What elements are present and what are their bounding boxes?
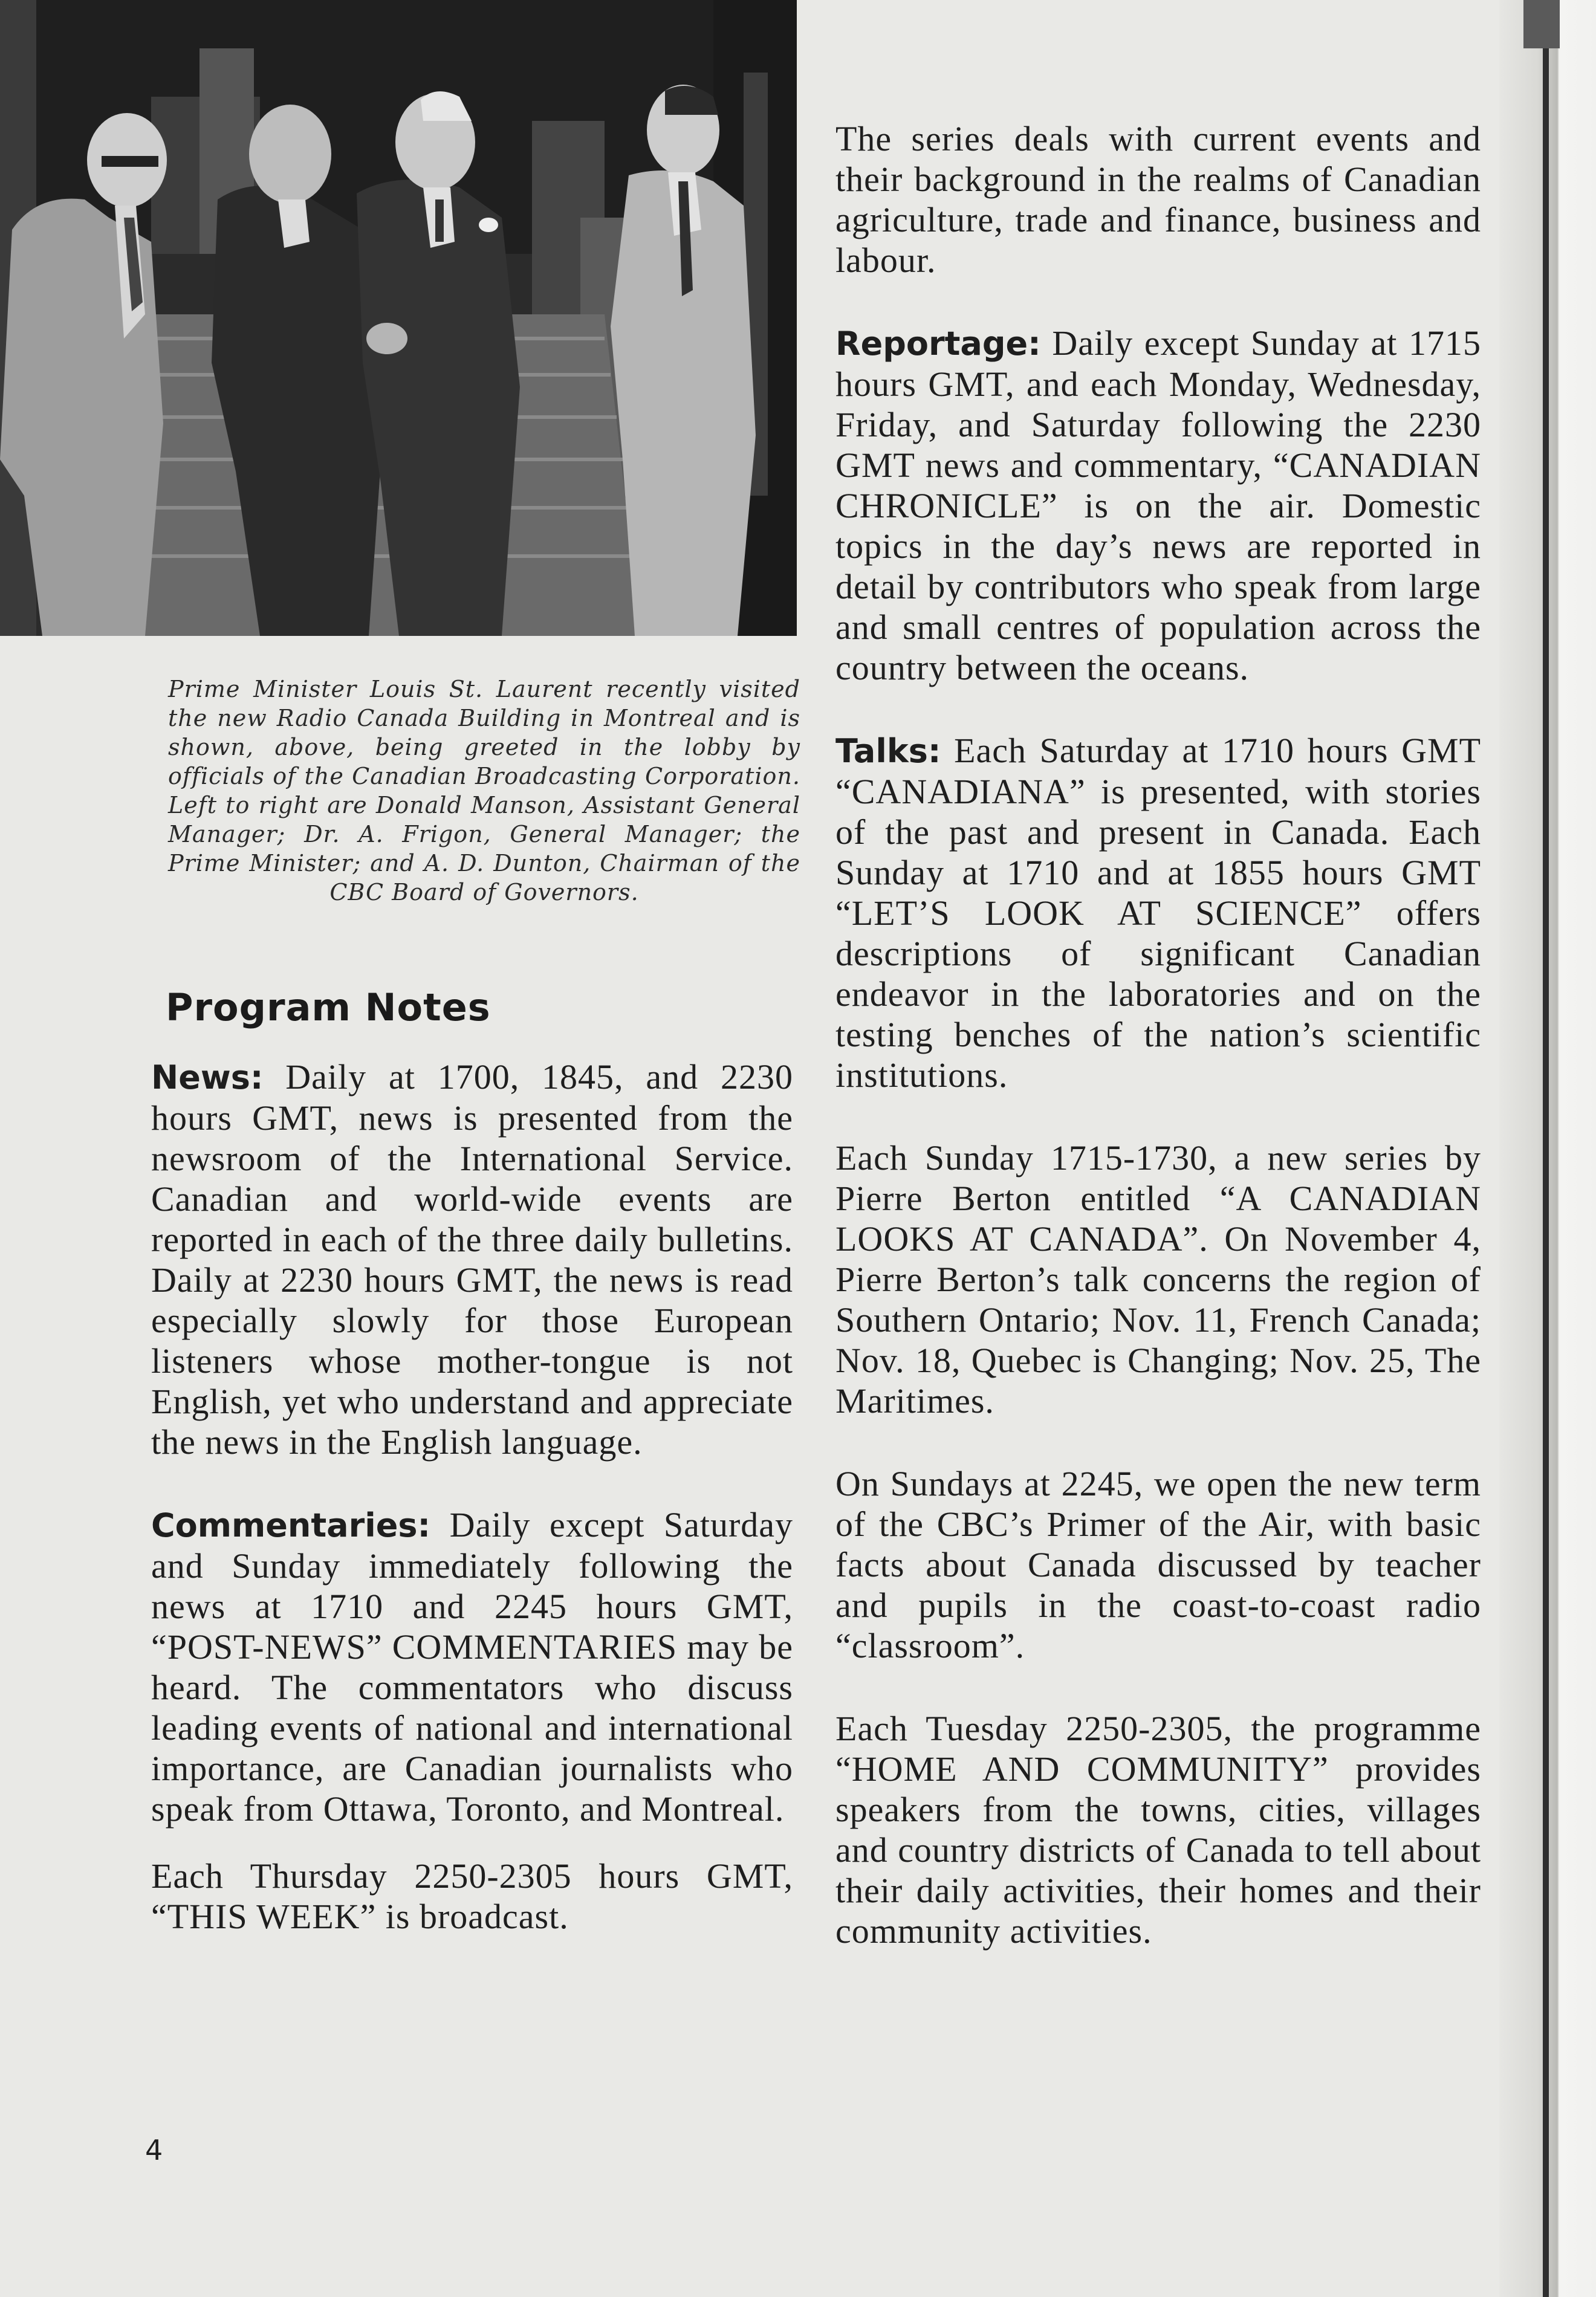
news-paragraph: [151, 1057, 793, 1462]
section-heading: Program Notes: [166, 985, 491, 1029]
photo-caption: Prime Minister Louis St. Laurent recently visited the new Radio Canada Building in Montreal and is shown, above, being greeted in the lobby by officials of the Canadian Broadcasting Corporation. Left to right are Donald Manson, Assistant General Manager; Dr. A. Frigon, General Manager; the Prime Minister; and A. D. Dunton, Chairman of the CBC Board of Governors.: [168, 676, 800, 906]
home-paragraph: Each Tuesday 2250-2305, the programme “HOME AND COMMUNITY” provides speakers from the towns, cities, villages and country districts of Canada to tell about their daily activities, their homes and their community activities.: [835, 1709, 1481, 1951]
reportage-lead: Reportage:: [835, 325, 1041, 363]
photo-of-four-men-greeting: [0, 0, 797, 636]
photo-illustration: [0, 0, 797, 636]
page-number: 4: [145, 2134, 163, 2166]
page-edge-binding: [1543, 0, 1549, 2297]
talks-paragraph: [835, 730, 1481, 1095]
news-text: Daily at 1700, 1845, and 2230 hours GMT, news is presented from the newsroom of the International Service. Canadian and world-wide events are reported in each of the three daily bulletins. Daily at 2230 hours GMT, the news is read especially slowly for those European listeners whose mother-tongue is not English, yet who understand and appreciate the news in the English language.: [151, 1057, 793, 1462]
news-lead: News:: [151, 1058, 264, 1097]
commentaries-text: Daily except Saturday and Sunday immediately following the news at 1710 and 2245 hours GMT, “POST-NEWS” COMMENTARIES may be heard. The commentators who discuss leading events of national and international importance, are Canadian journalists who speak from Ottawa, Toronto, and Montreal.: [151, 1505, 793, 1829]
primer-paragraph: On Sundays at 2245, we open the new term of the CBC’s Primer of the Air, with basic facts about Canada discussed by teacher and pupils in the coast-to-coast radio “classroom”.: [835, 1464, 1481, 1665]
right-column: [835, 118, 1481, 1951]
this-week-paragraph: Each Thursday 2250-2305 hours GMT, “THIS WEEK” is broadcast.: [151, 1856, 793, 1936]
talks-lead: Talks:: [835, 732, 941, 770]
page-edge-corner: [1523, 0, 1560, 48]
commentaries-lead: Commentaries:: [151, 1506, 431, 1544]
talks-text: Each Saturday at 1710 hours GMT “CANADIANA” is presented, with stories of the past and present in Canada. Each Sunday at 1710 and at 1855 hours GMT “LET’S LOOK AT SCIENCE” offers descriptions of significant Canadian endeavor in the laboratories and on the testing benches of the nation’s scientific institutions.: [835, 731, 1481, 1095]
left-column: [151, 1057, 793, 1937]
reportage-paragraph: [835, 323, 1481, 688]
commentaries-paragraph: [151, 1505, 793, 1829]
berton-paragraph: Each Sunday 1715-1730, a new series by Pierre Berton entitled “A CANADIAN LOOKS AT CANADA”. On November 4, Pierre Berton’s talk concerns the region of Southern Ontario; Nov. 11, French Canada; Nov. 18, Quebec is Changing; Nov. 25, The Maritimes.: [835, 1138, 1481, 1421]
reportage-text: Daily except Sunday at 1715 hours GMT, and each Monday, Wednesday, Friday, and Saturday following the 2230 GMT news and commentary, “CANADIAN CHRONICLE” is on the air. Domestic topics in the day’s news are reported in detail by contributors who speak from large and small centres of population across the country between the oceans.: [835, 323, 1481, 687]
series-paragraph: The series deals with current events and their background in the realms of Canadian agriculture, trade and finance, business and labour.: [835, 119, 1481, 280]
